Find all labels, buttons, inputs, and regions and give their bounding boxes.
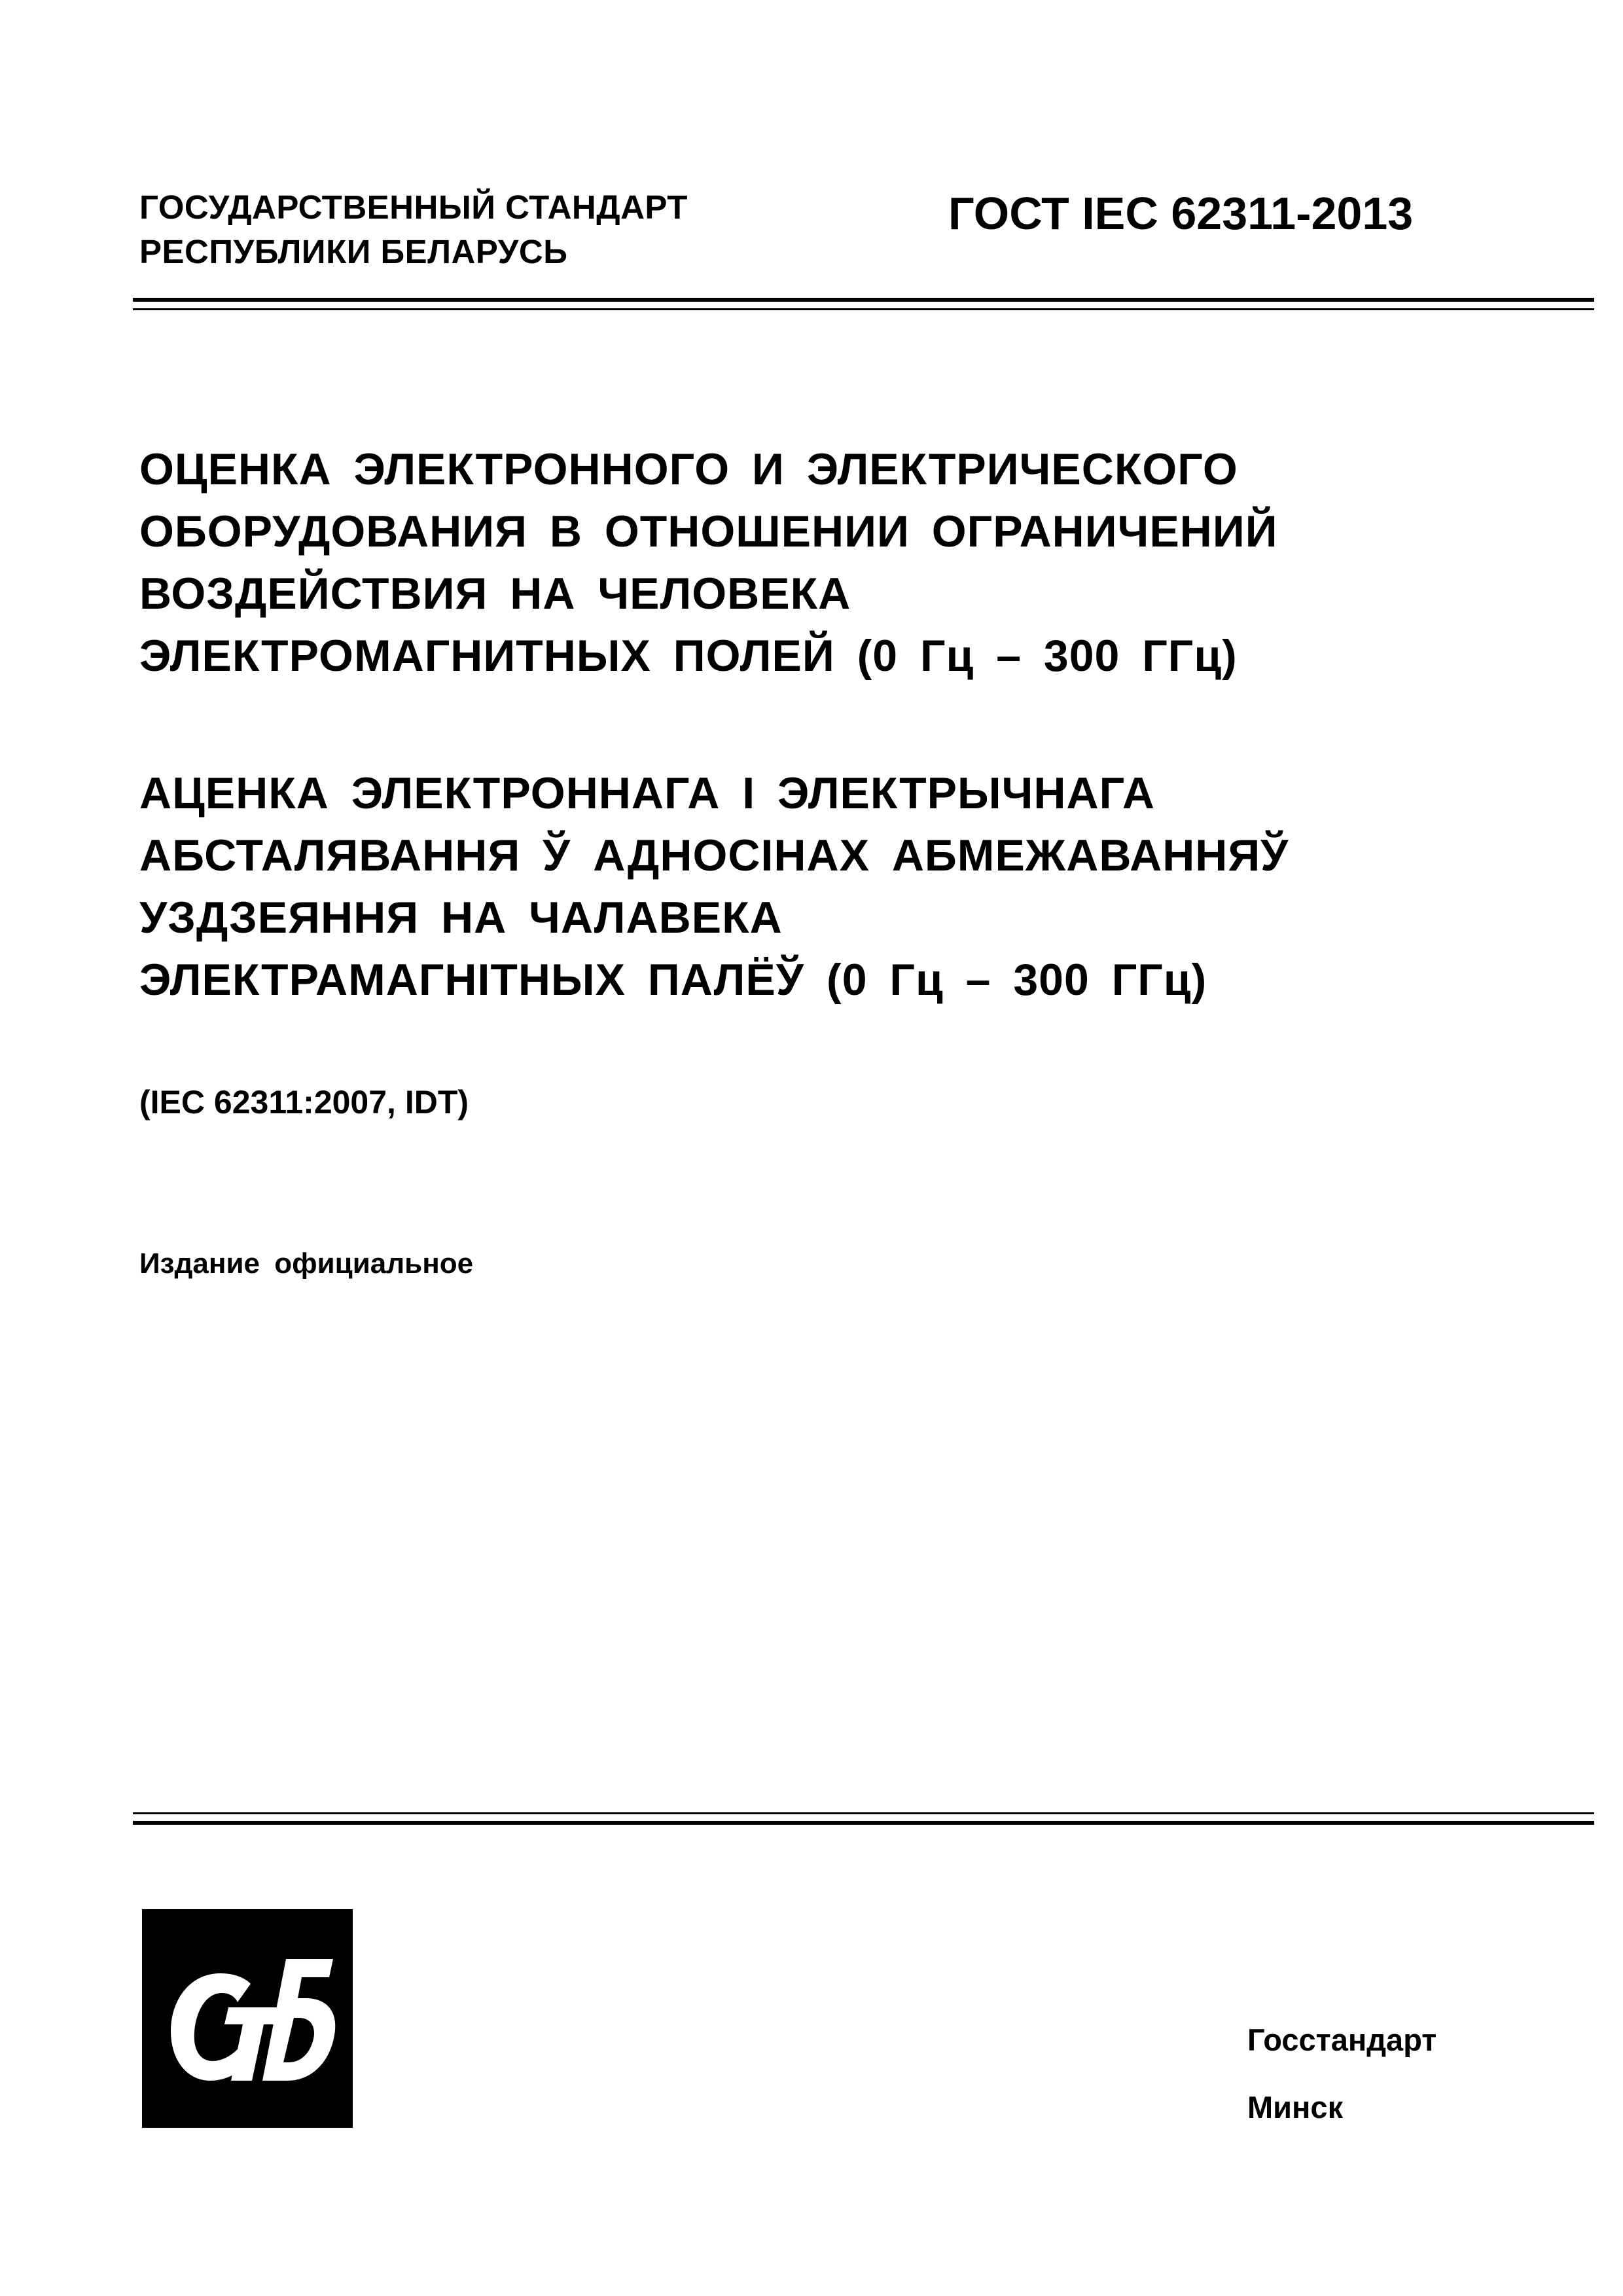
edition-note: Издание официальное: [139, 1247, 474, 1280]
stb-logo-graphic: [142, 1909, 353, 2128]
title-russian-line: ЭЛЕКТРОМАГНИТНЫХ ПОЛЕЙ (0 Гц – 300 ГГц): [139, 631, 1238, 681]
title-russian: [139, 439, 1278, 687]
title-belarusian-line: АБСТАЛЯВАННЯ Ў АДНОСІНАХ АБМЕЖАВАННЯЎ: [139, 831, 1289, 880]
title-russian-line: ОЦЕНКА ЭЛЕКТРОННОГО И ЭЛЕКТРИЧЕСКОГО: [139, 444, 1238, 494]
issuing-authority-line-2: РЕСПУБЛИКИ БЕЛАРУСЬ: [139, 233, 568, 270]
bottom-rule-thin: [133, 1812, 1594, 1814]
title-belarusian: [139, 762, 1289, 1011]
issuing-authority: [139, 185, 688, 274]
bottom-rule-thick: [133, 1821, 1594, 1825]
title-belarusian-line: УЗДЗЕЯННЯ НА ЧАЛАВЕКА: [139, 893, 783, 942]
issuing-authority-line-1: ГОСУДАРСТВЕННЫЙ СТАНДАРТ: [139, 188, 688, 226]
title-russian-line: ВОЗДЕЙСТВИЯ НА ЧЕЛОВЕКА: [139, 569, 851, 619]
publisher-info: [1247, 2006, 1436, 2141]
standard-code: ГОСТ IEC 62311-2013: [948, 188, 1414, 239]
international-identity: (IEC 62311:2007, IDT): [139, 1084, 469, 1121]
title-russian-line: ОБОРУДОВАНИЯ В ОТНОШЕНИИ ОГРАНИЧЕНИЙ: [139, 507, 1278, 556]
top-rule-thin: [133, 308, 1594, 310]
title-belarusian-line: АЦЕНКА ЭЛЕКТРОННАГА І ЭЛЕКТРЫЧНАГА: [139, 768, 1155, 818]
top-rule-thick: [133, 298, 1594, 302]
publisher-city: Минск: [1247, 2090, 1344, 2125]
title-belarusian-line: ЭЛЕКТРАМАГНІТНЫХ ПАЛЁЎ (0 Гц – 300 ГГц): [139, 955, 1207, 1005]
publisher-organization: Госстандарт: [1247, 2022, 1437, 2057]
stb-logo: [142, 1909, 353, 2128]
